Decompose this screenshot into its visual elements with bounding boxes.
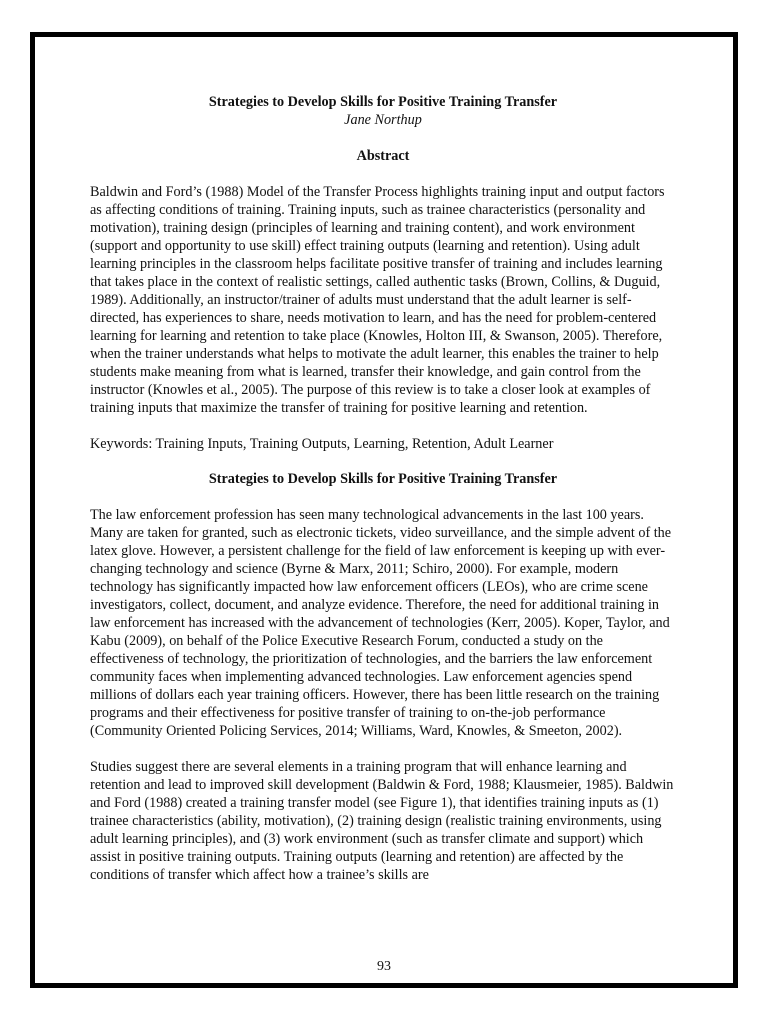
body-paragraph-2: Studies suggest there are several elements in a training program that will enhance learning and retention and lead to improved skill development (Baldwin & Ford, 1988; Klausmeier, 1985). Baldwin and Ford (1988) created a training transfer model (see Figure 1), that identifies training inputs as (1) trainee characteristics (ability, motivation), (2) training design (realistic training environments, using adult learning principles), and (3) work environment (such as transfer climate and support) which assist in positive training outputs. Training outputs (learning and retention) are affected by the conditions of transfer which affect how a trainee’s skills are [90,759,674,883]
keywords-line: Keywords: Training Inputs, Training Outputs, Learning, Retention, Adult Learner [90,436,554,452]
document-body [90,93,676,884]
document-author: Jane Northup [344,112,422,128]
abstract-paragraph: Baldwin and Ford’s (1988) Model of the Transfer Process highlights training input and output factors as affecting conditions of training. Training inputs, such as trainee characteristics (personality and motivation), training design (principles of learning and training content), and work environment (support and opportunity to use skill) effect training outputs (learning and retention). Using adult learning principles in the classroom helps facilitate positive transfer of training and includes learning that takes place in the context of realistic settings, called authentic tasks (Brown, Collins, & Duguid, 1989). Additionally, an instructor/trainer of adults must understand that the adult learner is self-directed, has experiences to share, needs motivation to learn, and has the need for problem-centered learning for learning and retention to take place (Knowles, Holton III, & Swanson, 2005). Therefore, when the trainer understands what helps to motivate the adult learner, this enables the trainer to help students make meaning from what is learned, transfer their knowledge, and gain control from the instructor (Knowles et al., 2005). The purpose of this review is to take a closer look at examples of training inputs that maximize the transfer of training for positive learning and retention. [90,184,665,416]
document-title: Strategies to Develop Skills for Positive Training Transfer [208,94,558,110]
body-paragraph-1: The law enforcement profession has seen many technological advancements in the last 100 years. Many are taken for granted, such as electronic tickets, video surveillance, and the simple advent of the latex glove. However, a persistent challenge for the field of law enforcement is keeping up with ever-changing technology and science (Byrne & Marx, 2011; Schiro, 2000). For example, modern technology has significantly impacted how law enforcement officers (LEOs), who are crime scene investigators, collect, document, and analyze evidence. Therefore, the need for additional training in law enforcement has increased with the advancement of technologies (Kerr, 2005). Koper, Taylor, and Kabu (2009), on behalf of the Police Executive Research Forum, conducted a study on the effectiveness of technology, the prioritization of technologies, and the barriers the law enforcement community faces when implementing advanced technologies. Law enforcement agencies spend millions of dollars each year training officers. However, there has been little research on the training programs and their effectiveness for positive transfer of training to on-the-job performance (Community Oriented Policing Services, 2014; Williams, Ward, Knowles, & Smeeton, 2002). [90,507,672,739]
abstract-heading: Abstract [356,148,410,164]
section-heading: Strategies to Develop Skills for Positive Training Transfer [208,471,558,487]
page-number: 93 [377,959,391,974]
